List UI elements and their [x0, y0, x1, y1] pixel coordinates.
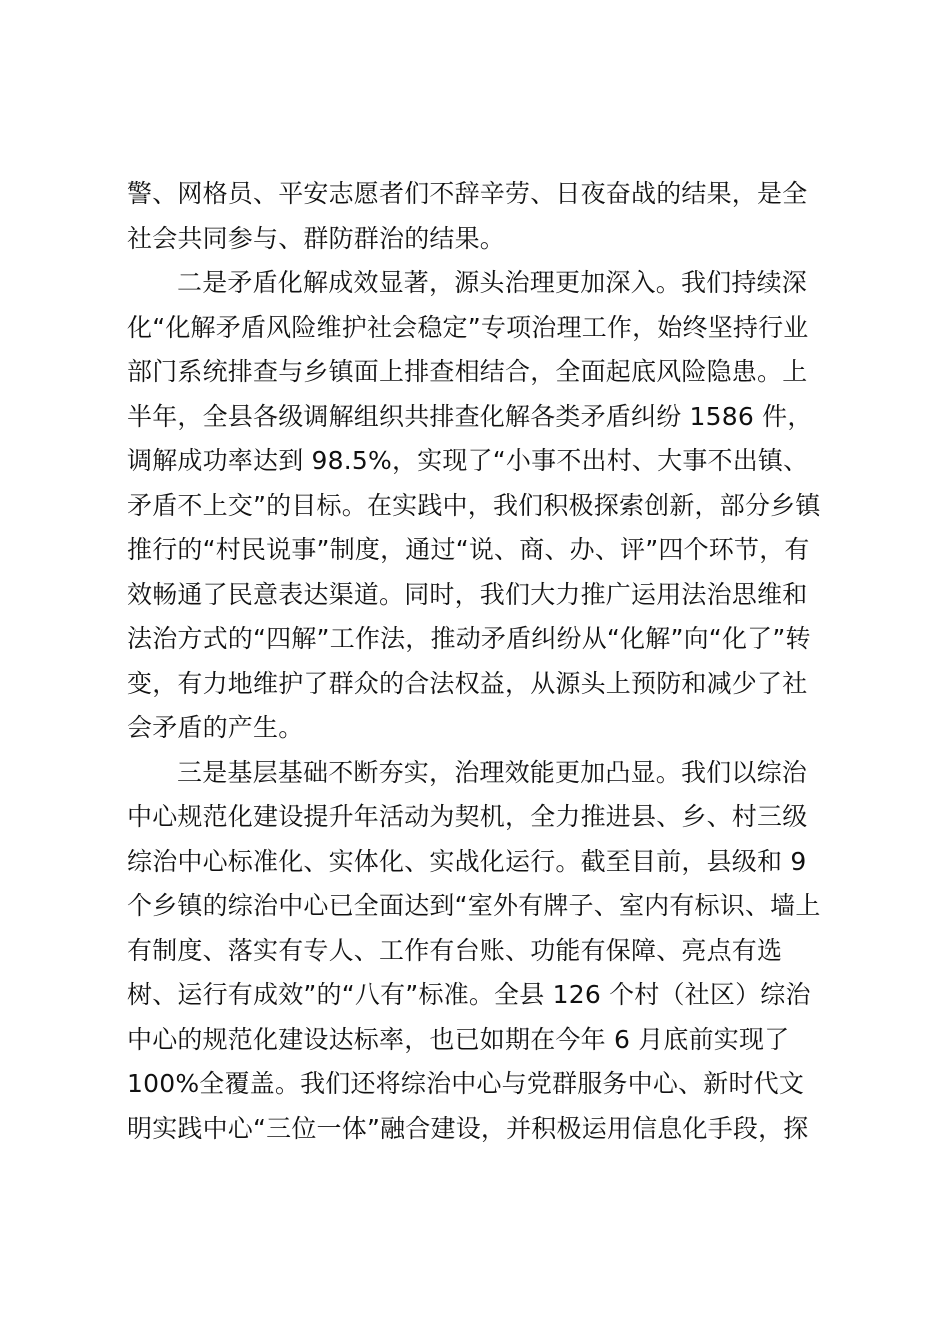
- text-line: 半年，全县各级调解组织共排查化解各类矛盾纠纷 1586 件，: [127, 401, 813, 431]
- text-line: 二是矛盾化解成效显著，源头治理更加深入。我们持续深: [177, 268, 808, 297]
- text-line: 矛盾不上交”的目标。在实践中，我们积极探索创新，部分乡镇: [127, 490, 821, 520]
- text-line: 三是基层基础不断夯实，治理效能更加凸显。我们以综治: [177, 757, 808, 787]
- text-line: 变，有力地维护了群众的合法权益，从源头上预防和减少了社: [127, 668, 808, 698]
- paragraph-grassroots-foundation: [127, 751, 827, 1152]
- text-line: 明实践中心“三位一体”融合建设，并积极运用信息化手段，探: [127, 1113, 809, 1143]
- text-line: 综治中心标准化、实体化、实战化运行。截至目前，县级和 9: [127, 846, 807, 876]
- text-line: 部门系统排查与乡镇面上排查相结合，全面起底风险隐患。上: [127, 357, 808, 386]
- paragraph-conflict-resolution: [127, 261, 827, 751]
- text-line: 警、网格员、平安志愿者们不辞辛劳、日夜奋战的结果，是全: [127, 179, 808, 208]
- text-line: 社会共同参与、群防群治的结果。: [127, 223, 506, 253]
- document-body: [127, 172, 827, 1151]
- text-line: 法治方式的“四解”工作法，推动矛盾纠纷从“化解”向“化了”转: [127, 624, 811, 653]
- text-line: 化“化解矛盾风险维护社会稳定”专项治理工作，始终坚持行业: [127, 312, 809, 342]
- text-line: 个乡镇的综治中心已全面达到“室外有牌子、室内有标识、墙上: [127, 891, 821, 920]
- text-line: 中心的规范化建设达标率，也已如期在今年 6 月底前实现了: [127, 1024, 790, 1054]
- text-line: 会矛盾的产生。: [127, 713, 304, 742]
- text-line: 100%全覆盖。我们还将综治中心与党群服务中心、新时代文: [127, 1069, 805, 1098]
- text-line: 有制度、落实有专人、工作有台账、功能有保障、亮点有选: [127, 935, 783, 965]
- text-line: 效畅通了民意表达渠道。同时，我们大力推广运用法治思维和: [127, 579, 808, 609]
- text-line: 中心规范化建设提升年活动为契机，全力推进县、乡、村三级: [127, 802, 808, 831]
- text-line: 推行的“村民说事”制度，通过“说、商、办、评”四个环节，有: [127, 535, 810, 564]
- text-line: 调解成功率达到 98.5%，实现了“小事不出村、大事不出镇、: [127, 446, 809, 475]
- text-line: 树、运行有成效”的“八有”标准。全县 126 个村（社区）综治: [127, 980, 811, 1009]
- paragraph-continuation: [127, 172, 827, 261]
